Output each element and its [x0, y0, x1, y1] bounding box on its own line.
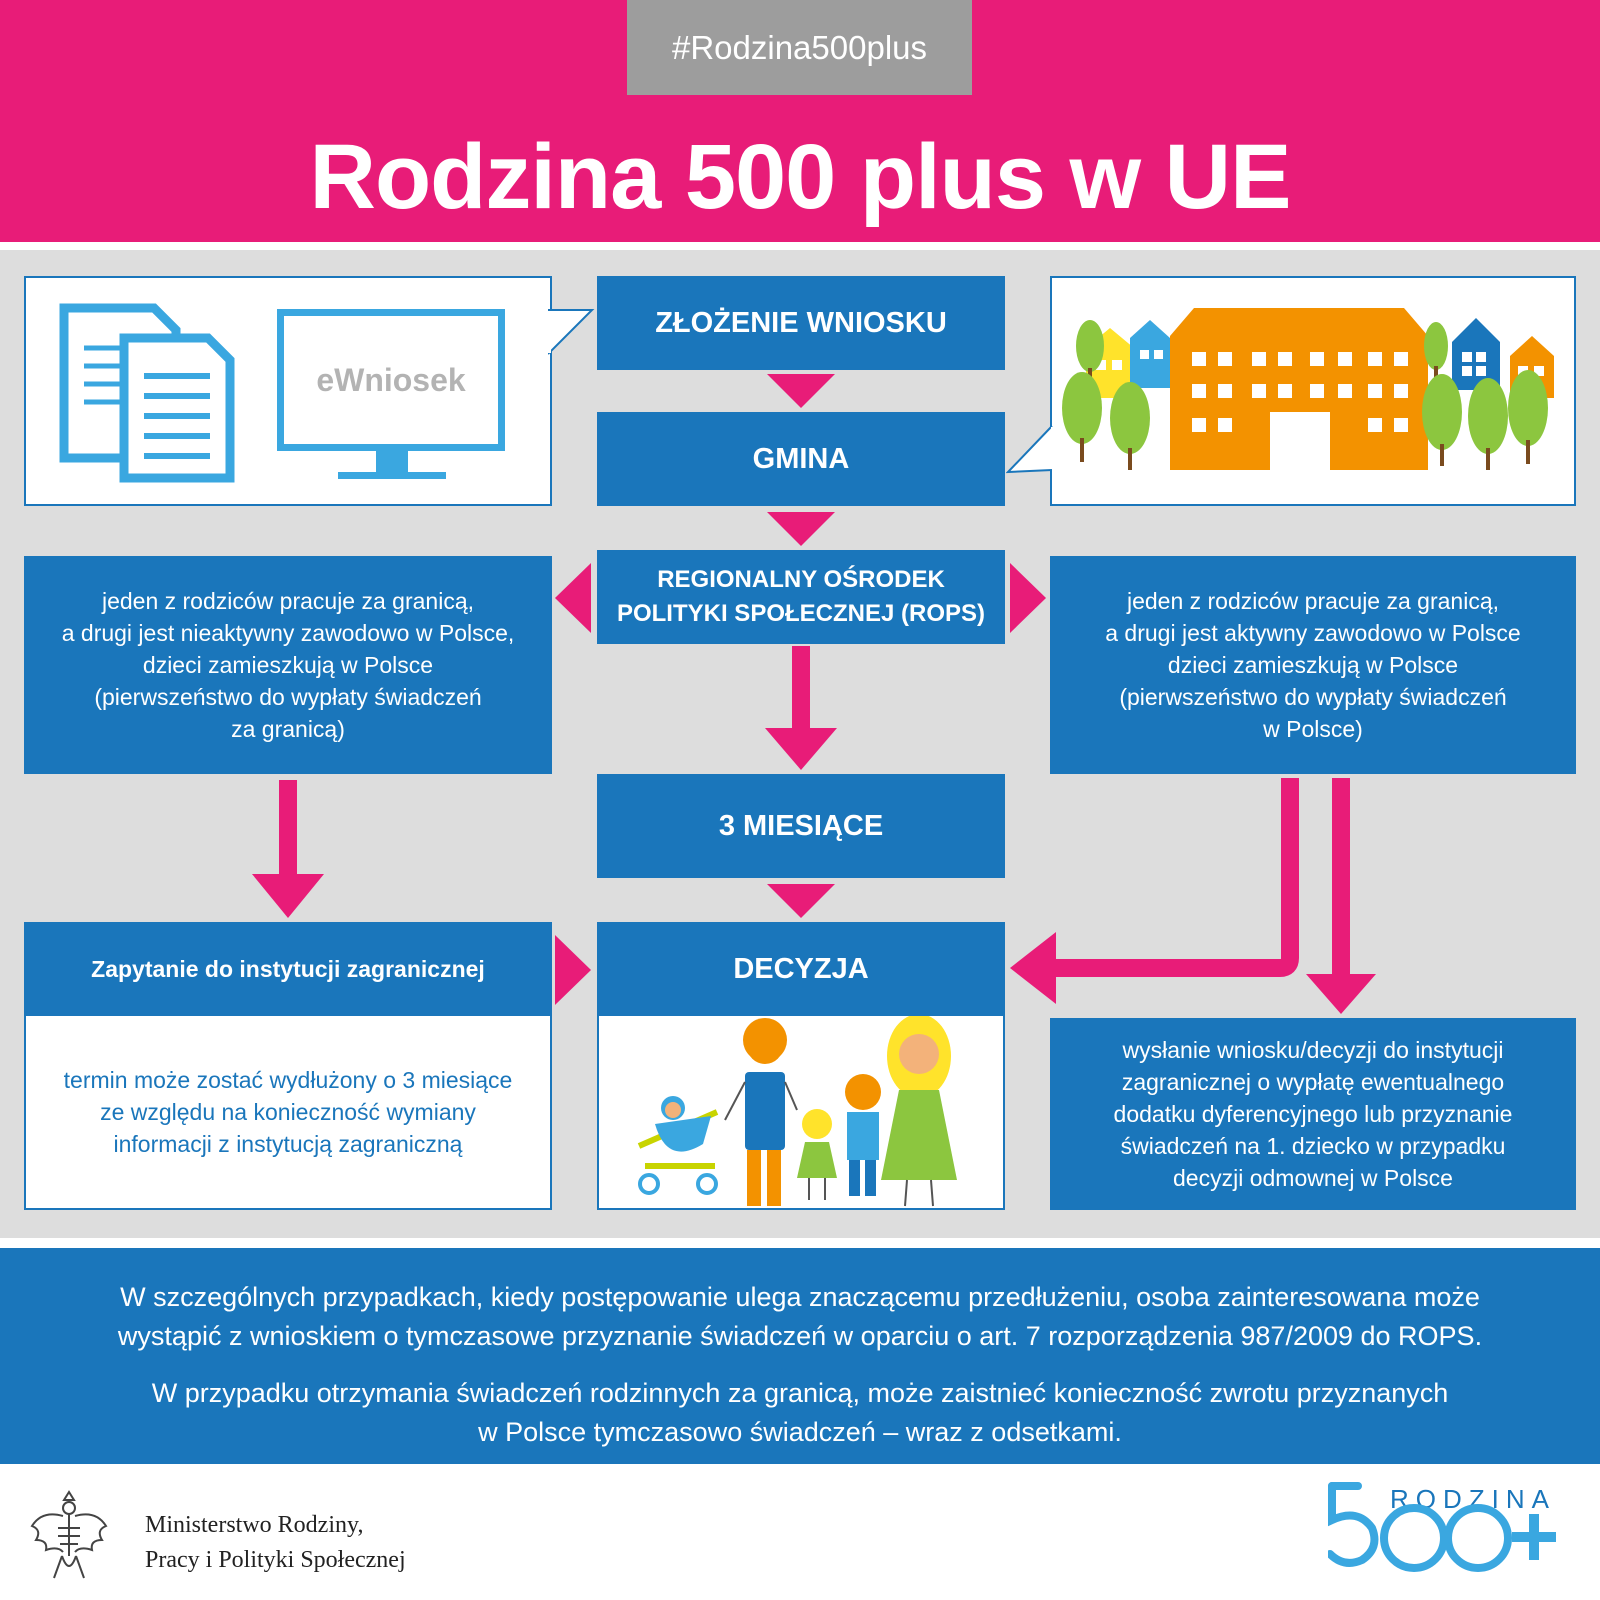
arrows-right-branch [1006, 778, 1406, 1018]
arrow-right-rops [1010, 563, 1046, 633]
case-parent-active-in-poland [1050, 556, 1576, 774]
left-case-line: a drugi jest nieaktywny zawodowo w Polsce, [61, 620, 515, 646]
info-para2-line1: W przypadku otrzymania świadczeń rodzinnych za granicą, może zaistnieć konieczność zwrotu przyznanych [151, 1378, 1449, 1408]
case-parent-inactive-in-poland [24, 556, 552, 774]
left-case-line: za granicą) [231, 716, 345, 742]
speech-pointer-left [548, 308, 596, 358]
inquiry-line: termin może zostać wydłużony o 3 miesiące [63, 1067, 513, 1093]
monitor-base [338, 472, 446, 479]
arrow-down-4 [767, 884, 835, 918]
foreign-send-line: dodatku dyferencyjnego lub przyznanie [1113, 1101, 1513, 1127]
foreign-application-send-box [1050, 1018, 1576, 1210]
info-para2-line2: w Polsce tymczasowo świadczeń – wraz z odsetkami. [478, 1417, 1122, 1447]
left-case-line: (pierwszeństwo do wypłaty świadczeń [94, 684, 482, 710]
info-para1-line2: wystąpić z wnioskiem o tymczasowe przyznanie świadczeń w oparciu o art. 7 rozporządzenia 987/2009 do ROPS. [117, 1321, 1483, 1351]
step-decision: DECYZJA [597, 922, 1005, 1016]
foreign-send-line: decyzji odmownej w Polsce [1173, 1165, 1453, 1191]
left-case-line: dzieci zamieszkują w Polsce [142, 652, 434, 678]
foreign-send-line: świadczeń na 1. dziecko w przypadku [1120, 1133, 1506, 1159]
speech-pointer-right [1006, 424, 1054, 476]
logo-500plus [1328, 1480, 1578, 1580]
inquiry-foreign-institution-title: Zapytanie do instytucji zagranicznej [24, 922, 552, 1016]
step-three-months: 3 MIESIĄCE [597, 774, 1005, 878]
municipality-box [1050, 276, 1576, 506]
arrow-right-to-decision [555, 935, 591, 1005]
logo-500plus-graphic [1328, 1480, 1578, 1580]
ministry-line-1: Ministerstwo Rodziny, [145, 1512, 364, 1538]
foreign-send-line: zagranicznej o wypłatę ewentualnego [1121, 1069, 1505, 1095]
rops-line-2: POLITYKI SPOŁECZNEJ (ROPS) [616, 600, 986, 627]
right-case-line: (pierwszeństwo do wypłaty świadczeń [1119, 684, 1507, 710]
ministry-name [145, 1508, 406, 1578]
foreign-send-line: wysłanie wniosku/decyzji do instytucji [1122, 1037, 1504, 1063]
info-para1-line1: W szczególnych przypadkach, kiedy postępowanie ulega znaczącemu przedłużeniu, osoba zainteresowana może [120, 1282, 1480, 1312]
page-title: Rodzina 500 plus w UE [309, 126, 1291, 228]
arrow-left-rops [555, 563, 591, 633]
arrow-down-3 [765, 646, 837, 770]
town-icon [1052, 278, 1574, 504]
right-case-line: jeden z rodziców pracuje za granicą, [1126, 588, 1500, 614]
left-case-line: jeden z rodziców pracuje za granicą, [101, 588, 475, 614]
right-case-line: dzieci zamieszkują w Polsce [1167, 652, 1459, 678]
ministry-line-2: Pracy i Polityki Społecznej [145, 1547, 406, 1573]
right-case-line: w Polsce) [1263, 716, 1363, 742]
family-icon [599, 1016, 1003, 1208]
ewniosek-label: eWniosek [316, 361, 466, 398]
logo-rodzina-word: RODZINA [1390, 1484, 1556, 1514]
hashtag-badge: #Rodzina500plus [627, 0, 972, 95]
inquiry-line: informacji z instytucją zagraniczną [113, 1131, 463, 1157]
monitor-stand [376, 450, 408, 472]
arrow-down-left-branch [252, 780, 324, 918]
step-rops [597, 550, 1005, 644]
step-municipality: GMINA [597, 412, 1005, 506]
right-case-line: a drugi jest aktywny zawodowo w Polsce [1105, 620, 1521, 646]
inquiry-note-box [24, 1014, 552, 1210]
eagle-emblem-icon [28, 1486, 110, 1586]
rops-line-1: REGIONALNY OŚRODEK [657, 566, 945, 593]
step-submit-application: ZŁOŻENIE WNIOSKU [597, 276, 1005, 370]
arrow-down-2 [767, 512, 835, 546]
arrow-down-1 [767, 374, 835, 408]
footer-info-panel [0, 1248, 1600, 1464]
inquiry-line: ze względu na konieczność wymiany [100, 1099, 476, 1125]
family-illustration-box [597, 1014, 1005, 1210]
monitor-icon [277, 309, 505, 451]
